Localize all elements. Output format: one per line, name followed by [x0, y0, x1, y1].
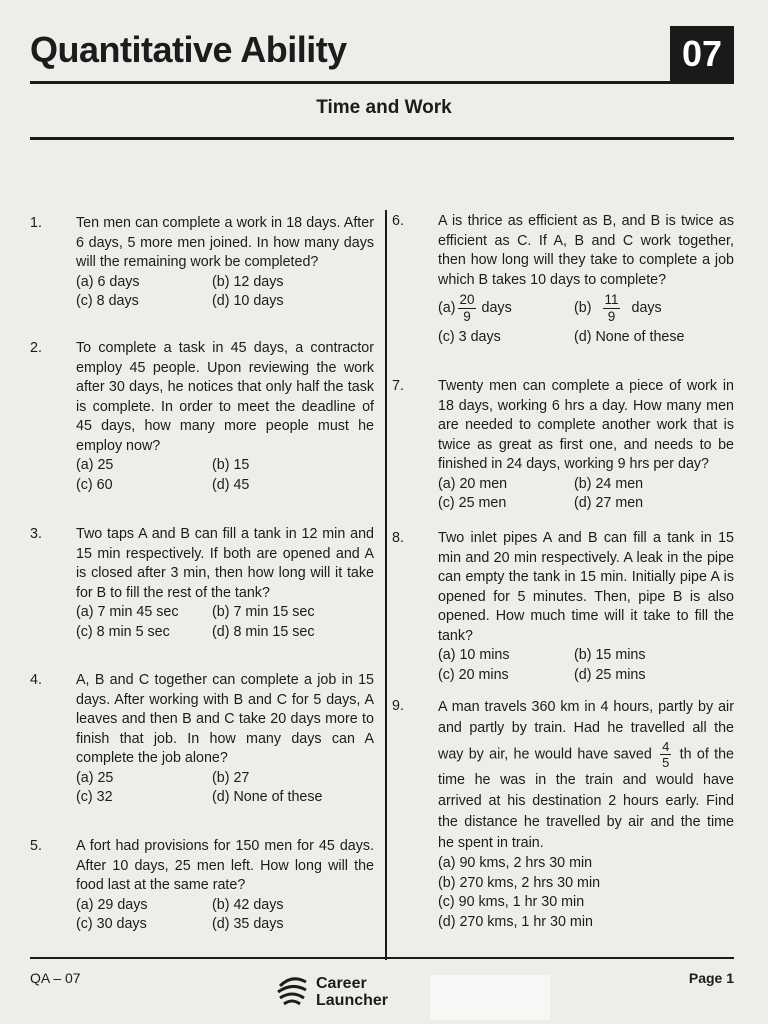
question-number: 6. — [392, 213, 404, 229]
column-divider — [385, 210, 387, 960]
option-c: (c) 8 days — [76, 293, 139, 309]
option-d: (d) 35 days — [212, 916, 284, 932]
option-d: (d) 27 men — [574, 495, 644, 511]
page-title: Quantitative Ability — [30, 29, 347, 70]
section-subtitle: Time and Work — [316, 97, 452, 118]
top-rule — [30, 81, 734, 84]
fraction: $\frac{11}{9}$ — [604, 292, 619, 324]
option-b: (b) 24 men — [574, 475, 644, 492]
career-launcher-swirl-icon — [272, 972, 312, 1012]
question-6 — [392, 212, 734, 348]
question-3 — [30, 525, 374, 642]
option-b: (b) 15 — [212, 457, 250, 473]
option-a: (a) 10 mins — [438, 647, 510, 663]
option-b: (b) $\frac{11}{9}$ days — [574, 292, 662, 324]
brand-line-2: Launcher — [316, 992, 389, 1009]
chapter-number-badge: 07 — [670, 26, 734, 82]
question-text: Two inlet pipes A and B can fill a tank in 15 min and 20 min respectively. A leak in the pipe can empty the tank in 15 min. Initially pipe A is opened for 5 minutes. Then, pipe B is also opened. How much time will it take to fill the tank? — [438, 530, 734, 644]
fraction: $\frac{20}{9}$ — [459, 292, 475, 324]
option-d: (d) None of these — [574, 329, 685, 345]
question-text: Ten men can complete a work in 18 days. After 6 days, 5 more men joined. In how many days will the remaining work be completed? — [76, 215, 374, 270]
question-2 — [30, 339, 374, 495]
question-number: 7. — [392, 378, 404, 394]
question-text: A, B and C together can complete a job in 15 days. After working with B and C for 5 days, A leaves and then B and C take 20 days more to finish that job. In how many days can A complete the job alone? — [76, 672, 374, 766]
option-d: (d) 8 min 15 sec — [212, 623, 315, 640]
question-number: 3. — [30, 526, 42, 542]
question-8 — [392, 529, 734, 685]
question-1 — [30, 214, 374, 312]
question-text: A is thrice as efficient as B, and B is twice as efficient as C. If A, B and C work together, then how long will they take to complete a job which B takes 10 days to complete? — [438, 213, 734, 288]
option-b: (b) 7 min 15 sec — [212, 604, 315, 620]
subtitle-rule — [30, 137, 734, 140]
option-d: (d) 45 — [212, 476, 250, 493]
option-b: (b) 42 days — [212, 896, 284, 913]
question-text: A man travels 360 km in 4 hours, partly by air and partly by train. Had he travelled all the way by air, he would have saved $\frac{4}{5}$ th of the time he was in the train and would have arrived at his destination 2 hours early. Find the distance he travelled by air and the time he spent in train. — [438, 699, 734, 851]
question-text: Two taps A and B can fill a tank in 12 min and 15 min respectively. If both are opened and A is closed after 3 min, then how long will it take for B to fill the rest of the tank? — [76, 526, 374, 601]
question-text: To complete a task in 45 days, a contractor employ 45 people. Upon reviewing the work after 30 days, he notices that only half the task is complete. In order to meet the deadline of 45 days, how many more people must he employ now? — [76, 340, 374, 454]
question-number: 4. — [30, 672, 42, 688]
question-7 — [392, 377, 734, 514]
option-c: (c) 25 men — [438, 495, 507, 511]
option-d: (d) None of these — [212, 789, 323, 805]
option-c: (c) 8 min 5 sec — [76, 623, 170, 640]
question-number: 5. — [30, 838, 42, 854]
footer-code: QA – 07 — [30, 970, 81, 986]
option-c: (c) 20 mins — [438, 666, 509, 683]
question-number: 9. — [392, 698, 404, 714]
blank-patch — [430, 975, 550, 1020]
question-9 — [392, 697, 734, 932]
question-number: 1. — [30, 215, 42, 231]
option-a: (a) $\frac{20}{9}$ days — [438, 292, 512, 324]
option-a: (a) 90 kms, 2 hrs 30 min — [438, 855, 593, 871]
option-c: (c) 30 days — [76, 916, 147, 932]
brand-line-1: Career — [316, 975, 367, 992]
option-c: (c) 32 — [76, 789, 113, 805]
option-c: (c) 3 days — [438, 329, 501, 345]
option-b: (b) 12 days — [212, 273, 284, 290]
option-a: (a) 7 min 45 sec — [76, 604, 179, 620]
question-5 — [30, 837, 374, 935]
question-text: A fort had provisions for 150 men for 45 days. After 10 days, 25 men left. How long will the food last at the same rate? — [76, 838, 374, 893]
option-a: (a) 6 days — [76, 273, 140, 290]
question-4 — [30, 671, 374, 808]
question-text: Twenty men can complete a piece of work in 18 days, working 6 hrs a day. How many men are needed to complete another work that is twice as great as first one, and needs to be finished in 24 days, working 9 hrs per day? — [438, 378, 734, 472]
question-number: 8. — [392, 530, 404, 546]
option-b: (b) 27 — [212, 769, 250, 786]
option-a: (a) 25 — [76, 769, 114, 786]
page-number: Page 1 — [688, 970, 734, 986]
footer-rule — [30, 957, 734, 959]
option-d: (d) 25 mins — [574, 666, 646, 683]
brand-logo — [272, 972, 388, 1012]
option-d: (d) 10 days — [212, 293, 284, 309]
option-d: (d) 270 kms, 1 hr 30 min — [438, 913, 593, 930]
option-b: (b) 270 kms, 2 hrs 30 min — [438, 874, 601, 891]
question-number: 2. — [30, 340, 42, 356]
option-b: (b) 15 mins — [574, 647, 646, 663]
option-c: (c) 60 — [76, 476, 113, 493]
option-a: (a) 25 — [76, 457, 114, 473]
option-a: (a) 20 men — [438, 475, 508, 492]
fraction: $\frac{4}{5}$ — [662, 739, 670, 770]
option-c: (c) 90 kms, 1 hr 30 min — [438, 894, 585, 910]
option-a: (a) 29 days — [76, 896, 148, 913]
